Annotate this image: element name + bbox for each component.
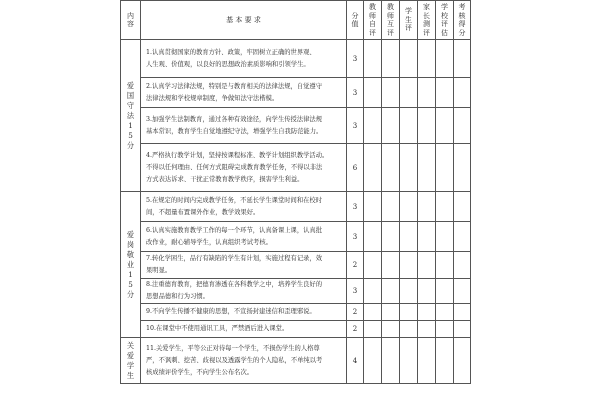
school-eval-input-cell[interactable] [436, 144, 454, 192]
score-cell: 4 [347, 338, 364, 384]
parent-eval-input-cell[interactable] [418, 338, 436, 384]
requirement-line: 严，不讽刺、挖苦、歧视以及透露学生的个人隐私，不单纯以考 [146, 356, 323, 364]
requirement-line: 基本常识，教育学生自觉地遵纪守法，增强学生自我防范能力。 [146, 127, 323, 135]
student-eval-input-cell[interactable] [400, 279, 418, 304]
header-teacher-self: 教师自评 [364, 1, 382, 40]
requirement-cell [141, 40, 347, 78]
teacher-mutual-input-cell[interactable] [382, 321, 400, 338]
teacher-self-input-cell[interactable] [364, 338, 382, 384]
teacher-mutual-input-cell[interactable] [382, 108, 400, 144]
header-assessment-score: 考核得分 [454, 1, 471, 40]
requirement-line: 2.认真学习法律法规，特别是与教育相关的法律法规，自觉遵守 [146, 82, 323, 90]
school-eval-input-cell[interactable] [436, 40, 454, 78]
evaluation-sheet [120, 0, 470, 400]
teacher-mutual-input-cell[interactable] [382, 252, 400, 279]
school-eval-input-cell[interactable] [436, 78, 454, 108]
table-row [121, 78, 471, 108]
parent-eval-input-cell[interactable] [418, 108, 436, 144]
teacher-self-input-cell[interactable] [364, 192, 382, 222]
table-row [121, 338, 471, 384]
category-cell [121, 40, 141, 192]
requirement-line: 8.注重德育教育，把德育渗透在各科教学之中，培养学生良好的 [146, 281, 323, 288]
teacher-mutual-input-cell[interactable] [382, 304, 400, 321]
assessment-score-input-cell[interactable] [454, 252, 471, 279]
teacher-mutual-input-cell[interactable] [382, 192, 400, 222]
header-parent-eval: 家长测评 [418, 1, 436, 40]
parent-eval-input-cell[interactable] [418, 78, 436, 108]
assessment-score-input-cell[interactable] [454, 304, 471, 321]
table-row [121, 108, 471, 144]
requirement-line: 改作业，耐心辅导学生，认真组织考试考核。 [146, 238, 272, 246]
score-cell: 6 [347, 144, 364, 192]
requirement-cell [141, 78, 347, 108]
assessment-score-input-cell[interactable] [454, 144, 471, 192]
assessment-score-input-cell[interactable] [454, 40, 471, 78]
requirement-cell [141, 321, 347, 338]
student-eval-input-cell[interactable] [400, 304, 418, 321]
parent-eval-input-cell[interactable] [418, 321, 436, 338]
requirement-line: 核成绩评价学生，不向学生公布名次。 [146, 368, 254, 376]
score-cell: 3 [347, 78, 364, 108]
score-cell: 3 [347, 279, 364, 304]
requirement-line: 11.关爱学生，平等公正对待每一个学生，不损伤学生的人格尊 [146, 344, 320, 352]
parent-eval-input-cell[interactable] [418, 144, 436, 192]
header-score: 分值 [347, 1, 364, 40]
requirement-cell [141, 222, 347, 252]
school-eval-input-cell[interactable] [436, 192, 454, 222]
table-row [121, 321, 471, 338]
table-row [121, 252, 471, 279]
requirement-line: 1.认真贯彻国家的教育方针、政策，牢固树立正确的世界观、 [146, 48, 316, 56]
school-eval-input-cell[interactable] [436, 252, 454, 279]
teacher-mutual-input-cell[interactable] [382, 78, 400, 108]
assessment-score-input-cell[interactable] [454, 108, 471, 144]
requirement-line: 6.认真实施教育教学工作的每一个环节，认真备课上课，认真批 [146, 226, 323, 234]
requirement-cell [141, 279, 347, 304]
table-row [121, 279, 471, 304]
category-label: 爱国守法15分 [126, 80, 135, 150]
school-eval-input-cell[interactable] [436, 222, 454, 252]
parent-eval-input-cell[interactable] [418, 222, 436, 252]
requirement-cell [141, 144, 347, 192]
parent-eval-input-cell[interactable] [418, 252, 436, 279]
score-cell: 2 [347, 321, 364, 338]
category-cell [121, 338, 141, 384]
table-row [121, 192, 471, 222]
requirement-cell [141, 304, 347, 321]
parent-eval-input-cell[interactable] [418, 279, 436, 304]
requirement-line: 9.不向学生传播不健康的思想，不宣扬封建迷信和歪理邪说。 [146, 308, 316, 315]
student-eval-input-cell[interactable] [400, 252, 418, 279]
teacher-self-input-cell[interactable] [364, 279, 382, 304]
teacher-self-input-cell[interactable] [364, 222, 382, 252]
table-row [121, 40, 471, 78]
student-eval-input-cell[interactable] [400, 321, 418, 338]
teacher-self-input-cell[interactable] [364, 108, 382, 144]
teacher-self-input-cell[interactable] [364, 40, 382, 78]
assessment-score-input-cell[interactable] [454, 192, 471, 222]
teacher-mutual-input-cell[interactable] [382, 222, 400, 252]
teacher-self-input-cell[interactable] [364, 78, 382, 108]
table-row [121, 144, 471, 192]
school-eval-input-cell[interactable] [436, 279, 454, 304]
teacher-mutual-input-cell[interactable] [382, 279, 400, 304]
school-eval-input-cell[interactable] [436, 321, 454, 338]
requirement-line: 思想品德和行为习惯。 [146, 293, 209, 300]
school-eval-input-cell[interactable] [436, 338, 454, 384]
teacher-mutual-input-cell[interactable] [382, 144, 400, 192]
requirement-cell [141, 338, 347, 384]
teacher-self-input-cell[interactable] [364, 252, 382, 279]
requirement-line: 人生观、价值观，以良好的思想政治素质影响和引领学生。 [146, 60, 310, 68]
score-cell: 3 [347, 192, 364, 222]
parent-eval-input-cell[interactable] [418, 192, 436, 222]
requirement-line: 果明显。 [146, 267, 172, 274]
table-body [121, 40, 471, 384]
requirement-line: 3.加强学生法制教育，通过各种有效途径，向学生传授法律法规 [146, 115, 323, 123]
evaluation-table [120, 0, 471, 384]
requirement-cell [141, 108, 347, 144]
school-eval-input-cell[interactable] [436, 304, 454, 321]
header-school-eval: 学校评估 [436, 1, 454, 40]
requirement-line: 不得以任何理由、任何方式阻碍完成教育教学任务，不得以非法 [146, 163, 323, 171]
header-teacher-mutual: 教师互评 [382, 1, 400, 40]
student-eval-input-cell[interactable] [400, 108, 418, 144]
score-cell: 3 [347, 222, 364, 252]
requirement-line: 10.在课堂中不使用通讯工具，严禁酒后进入课堂。 [146, 325, 289, 332]
teacher-mutual-input-cell[interactable] [382, 40, 400, 78]
requirement-line: 4.严格执行教学计划，坚持按课程标准、教学计划组织教学活动。 [146, 151, 329, 159]
requirement-line: 法律法规和学校规章制度，争做知法守法楷模。 [146, 94, 279, 102]
score-cell: 2 [347, 252, 364, 279]
header-requirements: 基 本 要 求 [141, 1, 347, 40]
table-row [121, 304, 471, 321]
teacher-self-input-cell[interactable] [364, 144, 382, 192]
category-cell [121, 192, 141, 338]
requirement-cell [141, 252, 347, 279]
student-eval-input-cell[interactable] [400, 78, 418, 108]
student-eval-input-cell[interactable] [400, 144, 418, 192]
category-label: 关爱学生 [126, 340, 135, 380]
assessment-score-input-cell[interactable] [454, 321, 471, 338]
score-cell: 2 [347, 304, 364, 321]
table-row [121, 222, 471, 252]
teacher-self-input-cell[interactable] [364, 321, 382, 338]
requirement-line: 5.在规定的时间内完成教学任务，不延长学生课堂时间和在校时 [146, 196, 323, 204]
assessment-score-input-cell[interactable] [454, 78, 471, 108]
header-content: 内容 [121, 1, 141, 40]
teacher-mutual-input-cell[interactable] [382, 338, 400, 384]
assessment-score-input-cell[interactable] [454, 279, 471, 304]
header-student-eval: 学生评 [400, 1, 418, 40]
parent-eval-input-cell[interactable] [418, 304, 436, 321]
student-eval-input-cell[interactable] [400, 192, 418, 222]
assessment-score-input-cell[interactable] [454, 338, 471, 384]
student-eval-input-cell[interactable] [400, 40, 418, 78]
requirement-line: 7.转化学困生，品行有缺陷的学生有计划，实施过程有记录，效 [146, 255, 323, 262]
parent-eval-input-cell[interactable] [418, 40, 436, 78]
score-cell: 3 [347, 40, 364, 78]
category-label: 爱岗敬业15分 [126, 229, 135, 299]
header-row [121, 1, 471, 40]
score-cell: 3 [347, 108, 364, 144]
student-eval-input-cell[interactable] [400, 338, 418, 384]
student-eval-input-cell[interactable] [400, 222, 418, 252]
assessment-score-input-cell[interactable] [454, 222, 471, 252]
teacher-self-input-cell[interactable] [364, 304, 382, 321]
school-eval-input-cell[interactable] [436, 108, 454, 144]
requirement-line: 间，不超量布置课外作业，教学效果好。 [146, 208, 260, 216]
requirement-line: 方式表达诉求、干扰正常教育教学秩序，损害学生利益。 [146, 175, 304, 183]
requirement-cell [141, 192, 347, 222]
